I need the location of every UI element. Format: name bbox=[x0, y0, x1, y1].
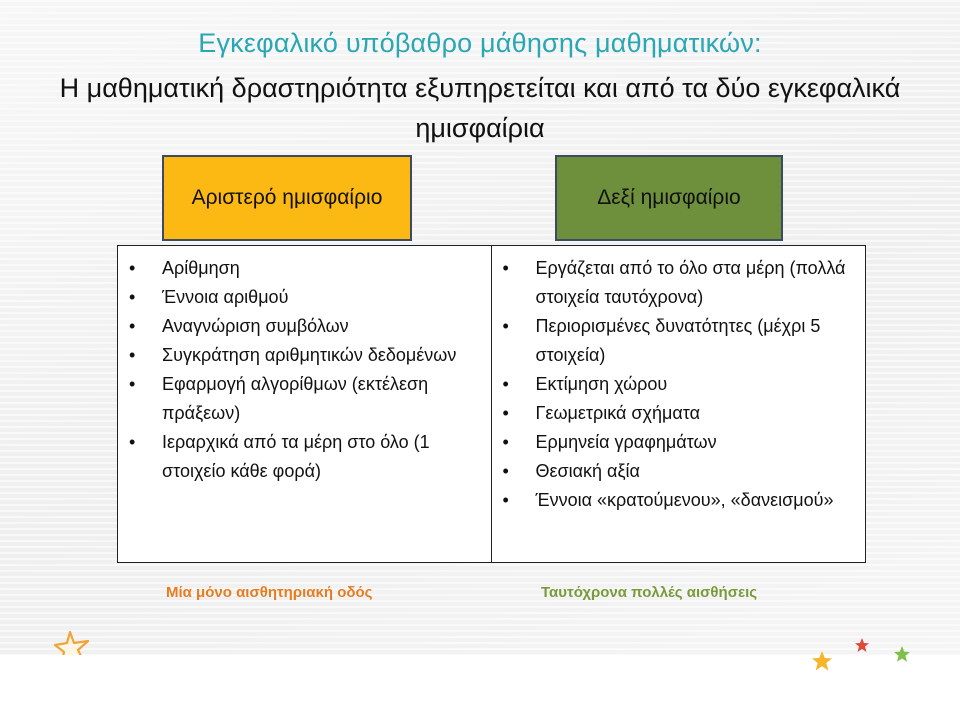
list-item: • Ερμηνεία γραφημάτων bbox=[498, 428, 860, 457]
comparison-table bbox=[117, 245, 866, 563]
right-footnote: Ταυτόχρονα πολλές αισθήσεις bbox=[541, 584, 758, 601]
left-hemisphere-box bbox=[162, 155, 412, 241]
list-item: • Αναγνώριση συμβόλων bbox=[124, 312, 485, 341]
list-item: • Συγκράτηση αριθμητικών δεδομένων bbox=[124, 341, 485, 370]
list-item: • Θεσιακή αξία bbox=[498, 457, 860, 486]
right-hemisphere-label: Δεξί ημισφαίριο bbox=[597, 186, 741, 209]
left-hemisphere-column bbox=[118, 246, 492, 562]
list-item: • Περιορισμένες δυνατότητες (μέχρι 5 στοιχεία) bbox=[498, 312, 860, 370]
left-hemisphere-label: Αριστερό ημισφαίριο bbox=[191, 186, 383, 209]
list-item: • Εφαρμογή αλγορίθμων (εκτέλεση πράξεων) bbox=[124, 370, 485, 428]
list-item: • Εκτίμηση χώρου bbox=[498, 370, 860, 399]
list-item: • Ιεραρχικά από τα μέρη στο όλο (1 στοιχείο κάθε φορά) bbox=[124, 428, 485, 486]
list-item: • Γεωμετρικά σχήματα bbox=[498, 399, 860, 428]
left-footnote: Μία μόνο αισθητηριακή οδός bbox=[166, 584, 373, 601]
bottom-band bbox=[0, 655, 960, 720]
star-green-icon bbox=[893, 645, 911, 663]
slide-subtitle: Η μαθηματική δραστηριότητα εξυπηρετείται και από τα δύο εγκεφαλικά ημισφαίρια bbox=[59, 73, 901, 143]
right-hemisphere-box bbox=[555, 155, 783, 241]
list-item: • Αρίθμηση bbox=[124, 254, 485, 283]
star-red-icon bbox=[854, 637, 870, 653]
list-item: • Έννοια «κρατούμενου», «δανεισμού» bbox=[498, 486, 860, 515]
right-hemisphere-column bbox=[492, 246, 866, 562]
list-item: • Έννοια αριθμού bbox=[124, 283, 485, 312]
left-hemisphere-list bbox=[124, 254, 485, 486]
list-item: • Εργάζεται από το όλο στα μέρη (πολλά στοιχεία ταυτόχρονα) bbox=[498, 254, 860, 312]
right-hemisphere-list bbox=[498, 254, 860, 515]
star-yellow-icon bbox=[811, 650, 833, 672]
slide-title: Εγκεφαλικό υπόβαθρο μάθησης μαθηματικών: bbox=[198, 28, 762, 58]
